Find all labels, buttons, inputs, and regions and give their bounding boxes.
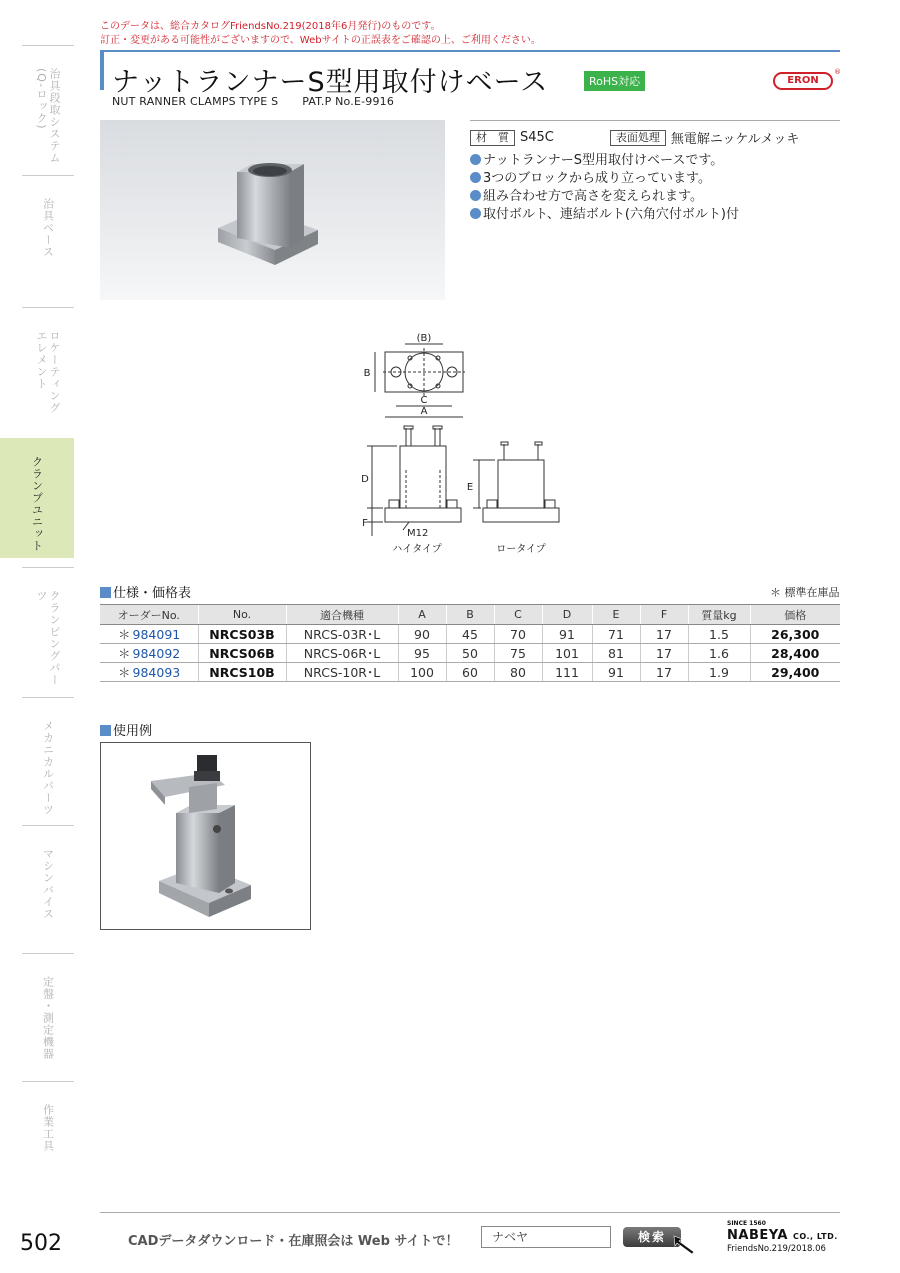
spec-rule — [470, 120, 840, 121]
order-number-link[interactable]: 984091 — [132, 627, 181, 642]
stock-mark: ＊ — [118, 646, 131, 661]
col-mass: 質量kg — [688, 605, 750, 625]
feature-item: 3つのブロックから成り立っています。 — [470, 170, 739, 188]
price-section-heading: 仕様・価格表 — [100, 582, 191, 601]
side-tab-locating-element[interactable] — [22, 307, 74, 435]
page-number: 502 — [20, 1231, 62, 1256]
dim-a: 90 — [398, 625, 446, 644]
table-header-row — [100, 605, 840, 625]
mass: 1.5 — [688, 625, 750, 644]
col-e: E — [592, 605, 640, 625]
product-photo — [100, 120, 445, 300]
order-number-link[interactable]: 984093 — [132, 665, 181, 680]
price: 26,300 — [750, 625, 840, 644]
col-price: 価格 — [750, 605, 840, 625]
side-tab-label: クランピングパーツ — [35, 590, 61, 686]
low-type-label: ロータイプ — [496, 544, 546, 555]
price: 28,400 — [750, 644, 840, 663]
side-tab-surface-plate[interactable] — [22, 953, 74, 1081]
order-cell — [100, 644, 198, 663]
side-tab-clamping-parts[interactable] — [22, 567, 74, 695]
dim-a: 95 — [398, 644, 446, 663]
side-tab-label: クランプユニット — [30, 456, 44, 552]
col-c: C — [494, 605, 542, 625]
price-table — [100, 604, 840, 682]
dim-e: 91 — [592, 663, 640, 682]
catalog-notice — [100, 20, 541, 48]
side-tab-clamp-unit[interactable] — [0, 438, 74, 558]
dim-a: 100 — [398, 663, 446, 682]
eron-logo: ERON — [773, 72, 833, 90]
dim-a-label: A — [420, 406, 428, 417]
dim-e: 71 — [592, 625, 640, 644]
dim-b-paren-label: (B) — [416, 333, 432, 344]
low-type-body — [498, 460, 544, 508]
order-cell — [100, 625, 198, 644]
side-tab-jig-base[interactable] — [22, 175, 74, 303]
dim-c: 70 — [494, 625, 542, 644]
order-cell — [100, 663, 198, 682]
side-tab-machine-vise[interactable] — [22, 825, 74, 953]
dim-b-label: B — [363, 368, 371, 379]
dim-e-label: E — [466, 482, 474, 493]
title-rule — [100, 50, 840, 52]
col-no: No. — [198, 605, 286, 625]
feature-item: ナットランナーS型用取付けベースです。 — [470, 152, 739, 170]
dim-f: 17 — [640, 625, 688, 644]
thread-label: M12 — [407, 528, 429, 539]
table-row — [100, 625, 840, 644]
product-photo-illustration — [100, 120, 445, 300]
col-d: D — [542, 605, 592, 625]
english-name: NUT RANNER CLAMPS TYPE S — [112, 95, 279, 108]
catalog-id: FriendsNo.219/2018.06 — [727, 1244, 826, 1254]
company-suffix: CO., LTD. — [793, 1232, 838, 1241]
high-type-base — [385, 508, 461, 522]
side-tab-q-lock[interactable] — [22, 45, 74, 173]
dim-c-label: C — [420, 395, 428, 406]
col-f: F — [640, 605, 688, 625]
standard-stock-note: ＊ 標準在庫品 — [770, 586, 840, 599]
side-tab-label: 作業工具 — [41, 1104, 55, 1152]
search-button[interactable]: 検索 — [623, 1227, 681, 1247]
surface-treatment-value: 無電解ニッケルメッキ — [670, 132, 800, 147]
footer-rule — [100, 1212, 840, 1213]
notice-line-1: このデータは、総合カタログFriendsNo.219(2018年6月発行)のものです。 — [100, 21, 441, 32]
feature-list — [470, 152, 739, 224]
mass: 1.9 — [688, 663, 750, 682]
dim-d-label: D — [361, 474, 369, 485]
usage-section-heading: 使用例 — [100, 720, 152, 739]
usage-example-photo — [100, 742, 311, 930]
since-label: SINCE 1560 — [727, 1220, 766, 1227]
high-type-body — [400, 446, 446, 508]
side-tab-label: 治具段取システム (Q-ロック) — [35, 68, 61, 164]
feature-item: 組み合わせ方で高さを変えられます。 — [470, 188, 739, 206]
stock-mark: ＊ — [118, 665, 131, 680]
company-name: NABEYA — [727, 1228, 788, 1243]
high-type-label: ハイタイプ — [392, 544, 442, 555]
order-number-link[interactable]: 984092 — [132, 646, 181, 661]
price: 29,400 — [750, 663, 840, 682]
company-logo — [727, 1228, 838, 1243]
mass: 1.6 — [688, 644, 750, 663]
low-type-base — [483, 508, 559, 522]
col-b: B — [446, 605, 494, 625]
model: NRCS-06R･L — [286, 644, 398, 663]
notice-line-2: 訂正・変更がある可能性がございますので、Webサイトの正誤表をご確認の上、ご利用ください。 — [100, 35, 541, 46]
dim-b: 50 — [446, 644, 494, 663]
part-no: NRCS03B — [198, 625, 286, 644]
dim-f: 17 — [640, 663, 688, 682]
table-row — [100, 644, 840, 663]
dim-f: 17 — [640, 644, 688, 663]
dim-b: 60 — [446, 663, 494, 682]
dim-c: 75 — [494, 644, 542, 663]
part-no: NRCS10B — [198, 663, 286, 682]
side-tab-label: 治具ベース — [41, 198, 55, 258]
page-subtitle — [112, 95, 394, 108]
feature-item: 取付ボルト、連結ボルト(六角穴付ボルト)付 — [470, 206, 739, 224]
side-tab-mechanical-parts[interactable] — [22, 697, 74, 825]
rohs-badge: RoHS対応 — [584, 71, 645, 91]
surface-treatment-label: 表面処理 — [610, 130, 666, 146]
dim-c: 80 — [494, 663, 542, 682]
title-accent-bar — [100, 50, 104, 90]
dim-d: 91 — [542, 625, 592, 644]
material-value: S45C — [520, 130, 554, 145]
patent-number: PAT.P No.E-9916 — [302, 95, 395, 108]
search-input[interactable]: ナベヤ — [481, 1226, 611, 1248]
cad-download-text: CADデータダウンロード・在庫照会は Web サイトで！ — [128, 1234, 459, 1249]
page-title: ナットランナーS型用取付けベース — [112, 67, 549, 98]
dim-e: 81 — [592, 644, 640, 663]
side-tab-label: マシンバイス — [41, 848, 55, 920]
registered-mark: ® — [834, 68, 841, 76]
col-model: 適合機種 — [286, 605, 398, 625]
usage-example-illustration — [101, 743, 310, 929]
dimension-drawing — [355, 330, 585, 560]
dim-d: 101 — [542, 644, 592, 663]
material-spec — [470, 128, 799, 147]
model: NRCS-03R･L — [286, 625, 398, 644]
side-tab-work-tools[interactable] — [22, 1081, 74, 1201]
side-tab-label: 定盤・測定機器 — [41, 976, 55, 1060]
col-a: A — [398, 605, 446, 625]
dim-f-label: F — [362, 518, 368, 529]
stock-mark: ＊ — [118, 627, 131, 642]
table-row — [100, 663, 840, 682]
side-tab-label: ロケーティング エレメント — [35, 330, 61, 414]
dim-b: 45 — [446, 625, 494, 644]
part-no: NRCS06B — [198, 644, 286, 663]
col-order-no: オーダーNo. — [100, 605, 198, 625]
side-tab-label: メカニカルパーツ — [41, 720, 55, 816]
cursor-arrow-icon — [672, 1234, 702, 1256]
model: NRCS-10R･L — [286, 663, 398, 682]
dim-d: 111 — [542, 663, 592, 682]
material-label: 材 質 — [470, 130, 515, 146]
